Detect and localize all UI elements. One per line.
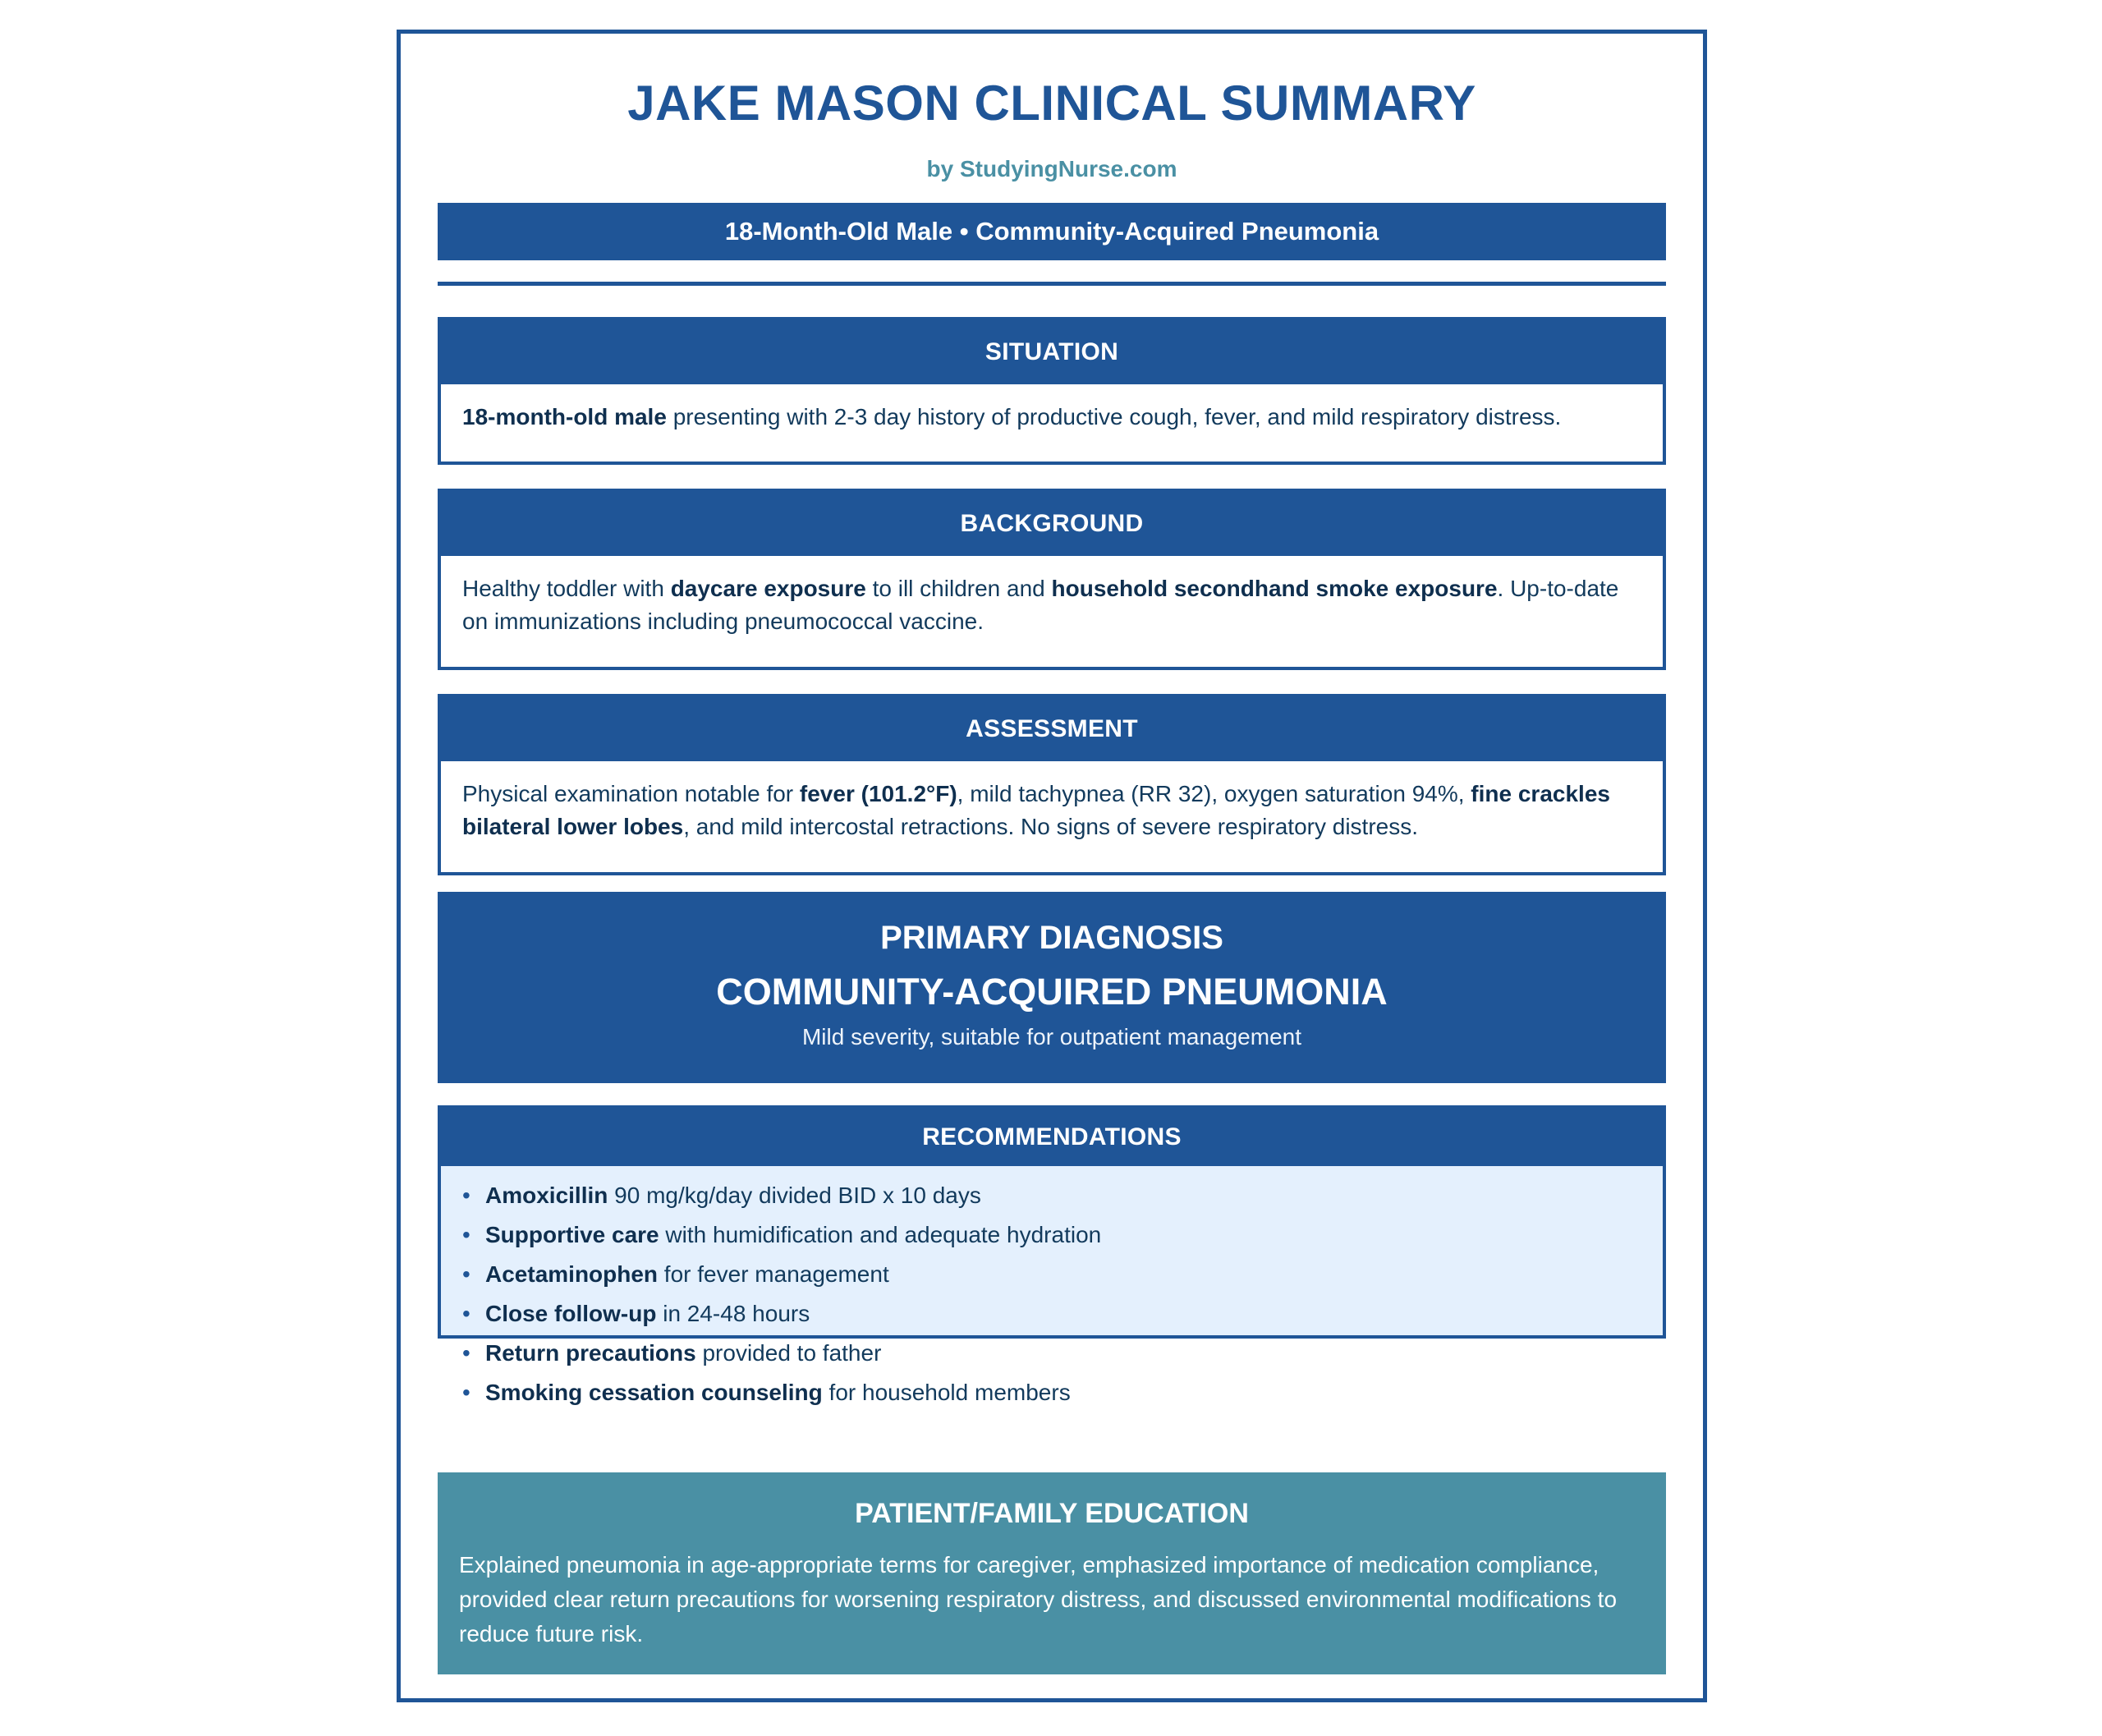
background-text — [441, 556, 1663, 638]
list-item — [462, 1255, 1663, 1294]
clinical-summary-page — [397, 30, 1707, 1702]
assessment-section — [438, 694, 1666, 875]
assessment-text-3: , and mild intercostal retractions. No signs of severe respiratory distress. — [683, 814, 1418, 839]
background-section — [438, 489, 1666, 670]
situation-bold-1: 18-month-old male — [462, 404, 667, 429]
education-heading: PATIENT/FAMILY EDUCATION — [855, 1498, 1249, 1529]
bullet-icon: • — [462, 1380, 470, 1405]
background-text-1: Healthy toddler with — [462, 576, 671, 601]
list-item — [462, 1294, 1663, 1334]
recommendation-bold: Close follow-up — [485, 1301, 657, 1326]
recommendation-text: with humidification and adequate hydration — [659, 1222, 1102, 1247]
primary-diagnosis-box — [438, 892, 1666, 1083]
assessment-text-1: Physical examination notable for — [462, 781, 800, 806]
recommendation-text: in 24-48 hours — [656, 1301, 810, 1326]
situation-section — [438, 317, 1666, 465]
recommendation-text: provided to father — [695, 1340, 882, 1366]
diagnosis-label: PRIMARY DIAGNOSIS — [880, 920, 1223, 956]
bullet-icon: • — [462, 1222, 470, 1247]
list-item — [462, 1373, 1663, 1412]
patient-summary-bar: 18-Month-Old Male • Community-Acquired Pneumonia — [438, 203, 1666, 260]
situation-text — [441, 384, 1663, 434]
education-section — [438, 1472, 1666, 1674]
byline: by StudyingNurse.com — [926, 156, 1177, 181]
recommendation-bold: Smoking cessation counseling — [485, 1380, 823, 1405]
background-bold-1: daycare exposure — [670, 576, 866, 601]
assessment-bold-2: fine crackles bilateral lower lobes — [462, 781, 1610, 839]
background-bold-2: household secondhand smoke exposure — [1051, 576, 1498, 601]
recommendation-bold: Return precautions — [485, 1340, 696, 1366]
assessment-bold-1: fever (101.2°F) — [799, 781, 957, 806]
assessment-heading: ASSESSMENT — [441, 697, 1663, 761]
assessment-text-2: , mild tachypnea (RR 32), oxygen saturation 94%, — [957, 781, 1471, 806]
bullet-icon: • — [462, 1183, 470, 1208]
situation-text-1: presenting with 2-3 day history of productive cough, fever, and mild respiratory distress. — [666, 404, 1562, 429]
background-text-3: . Up-to-date on immunizations including pneumococcal vaccine. — [462, 576, 1619, 634]
background-text-2: to ill children and — [865, 576, 1052, 601]
assessment-text — [441, 761, 1663, 843]
bullet-icon: • — [462, 1261, 470, 1287]
list-item — [462, 1334, 1663, 1373]
recommendations-heading: RECOMMENDATIONS — [441, 1109, 1663, 1166]
bullet-icon: • — [462, 1301, 470, 1326]
page-title: JAKE MASON CLINICAL SUMMARY — [627, 76, 1476, 131]
recommendation-bold: Amoxicillin — [485, 1183, 608, 1208]
background-heading: BACKGROUND — [441, 492, 1663, 556]
bullet-icon: • — [462, 1340, 470, 1366]
list-item — [462, 1176, 1663, 1215]
diagnosis-name: COMMUNITY-ACQUIRED PNEUMONIA — [716, 971, 1388, 1013]
recommendations-section — [438, 1105, 1666, 1405]
recommendation-bold: Acetaminophen — [485, 1261, 659, 1287]
recommendation-bold: Supportive care — [485, 1222, 659, 1247]
recommendation-text: 90 mg/kg/day divided BID x 10 days — [608, 1183, 981, 1208]
situation-heading: SITUATION — [441, 320, 1663, 384]
recommendation-text: for fever management — [658, 1261, 889, 1287]
recommendation-text: for household members — [822, 1380, 1071, 1405]
diagnosis-note: Mild severity, suitable for outpatient management — [801, 1024, 1301, 1049]
recommendations-list — [441, 1166, 1663, 1412]
header-divider — [438, 282, 1666, 286]
education-text: Explained pneumonia in age-appropriate terms for caregiver, emphasized importance of medication compliance, provided clear return precautions for worsening respiratory distress, and discussed environmental modifications to reduce future risk. — [459, 1552, 1618, 1646]
list-item — [462, 1215, 1663, 1255]
